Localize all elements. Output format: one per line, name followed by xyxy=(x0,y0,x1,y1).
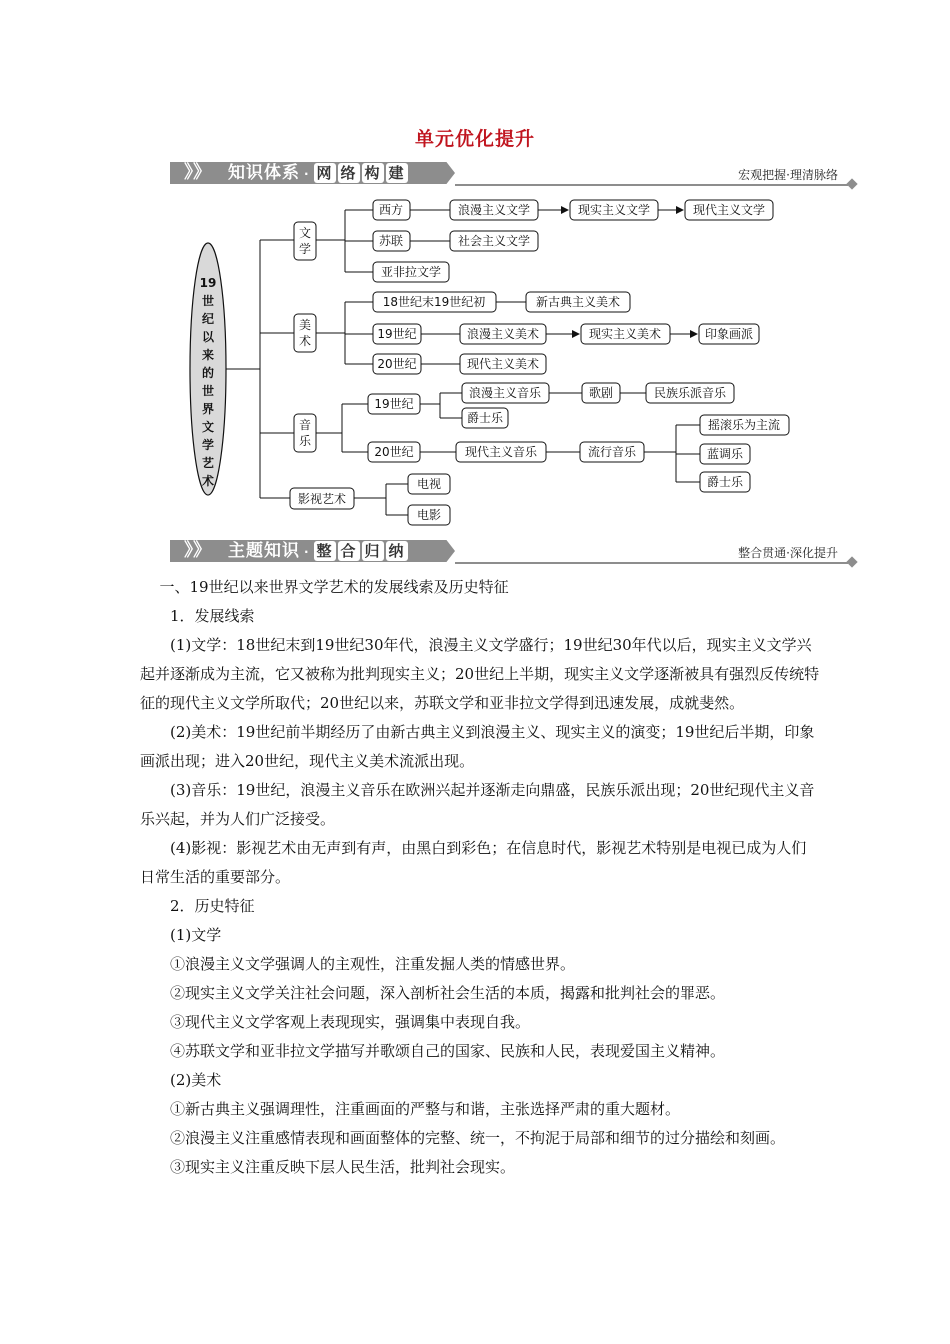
paragraph: (2)美术：19世纪前半期经历了由新古典主义到浪漫主义、现实主义的演变；19世纪后半期，印象画派出现；进入20世纪，现代主义美术流派出现。 xyxy=(140,723,815,770)
label-modern-art: 现代主义美术 xyxy=(466,357,540,371)
banner-char: 络 xyxy=(338,163,360,183)
banner-left-text: 知识体系 xyxy=(228,163,300,183)
list-item: ①新古典主义强调理性，注重画面的严整与和谐，主张选择严肃的重大题材。 xyxy=(170,1100,681,1118)
section-banner-theme-knowledge xyxy=(170,538,860,566)
label-period-2: 19世纪 xyxy=(377,327,417,341)
root-char: 19 xyxy=(199,276,217,290)
label-film: 影视艺术 xyxy=(297,492,347,506)
sub-heading: (2)美术 xyxy=(170,1071,222,1089)
double-chevron-icon: 》》 xyxy=(184,540,211,561)
paragraph: (3)音乐：19世纪，浪漫主义音乐在欧洲兴起并逐渐走向鼎盛，民族乐派出现；20世纪现代主义音乐兴起，并为人们广泛接受。 xyxy=(140,781,815,828)
banner-char: 整 xyxy=(314,541,336,561)
paragraph: (4)影视：影视艺术由无声到有声，由黑白到彩色；在信息时代，影视艺术特别是电视已成为人们日常生活的重要部分。 xyxy=(140,839,807,886)
label-romantic-lit: 浪漫主义文学 xyxy=(457,203,531,217)
root-char: 以 xyxy=(201,330,215,344)
list-item: ③现实主义注重反映下层人民生活，批判社会现实。 xyxy=(170,1158,516,1176)
label-pop-music: 流行音乐 xyxy=(587,445,637,459)
page-title: 单元优化提升 xyxy=(414,128,535,150)
label-period-1: 18世纪末19世纪初 xyxy=(382,295,486,309)
list-item: ④苏联文学和亚非拉文学描写并歌颂自己的国家、民族和人民，表现爱国主义精神。 xyxy=(170,1042,726,1060)
root-char: 来 xyxy=(201,348,215,362)
root-char: 艺 xyxy=(201,456,215,470)
label-realist-art: 现实主义美术 xyxy=(588,327,662,341)
list-item: ②现实主义文学关注社会问题，深入剖析社会生活的本质，揭露和批判社会的罪恶。 xyxy=(170,984,726,1002)
banner-dot: · xyxy=(304,545,310,559)
label-realist-lit: 现实主义文学 xyxy=(577,203,651,217)
label-socialist-lit: 社会主义文学 xyxy=(457,234,531,248)
double-chevron-icon: 》》 xyxy=(184,162,211,183)
label-neoclassical-art: 新古典主义美术 xyxy=(535,295,621,309)
label-music-1: 音 xyxy=(298,418,312,432)
banner-right-text: 宏观把握·理清脉络 xyxy=(738,168,838,182)
banner-char: 建 xyxy=(386,163,408,183)
label-ussr: 苏联 xyxy=(378,234,404,248)
root-char: 术 xyxy=(201,474,215,488)
list-item: ①浪漫主义文学强调人的主观性，注重发掘人类的情感世界。 xyxy=(170,955,576,973)
label-jazz-19: 爵士乐 xyxy=(466,411,504,425)
label-literature-1: 文 xyxy=(298,226,312,240)
label-music-2: 乐 xyxy=(298,434,312,448)
label-afro-lit: 亚非拉文学 xyxy=(380,265,442,279)
banner-char: 纳 xyxy=(386,541,408,561)
label-modern-music: 现代主义音乐 xyxy=(464,445,538,459)
label-tv: 电视 xyxy=(416,477,442,491)
banner-left-text: 主题知识 xyxy=(228,541,300,561)
banner-char: 合 xyxy=(338,541,360,561)
label-national-music: 民族乐派音乐 xyxy=(653,386,727,400)
label-art-1: 美 xyxy=(298,318,312,332)
label-literature-2: 学 xyxy=(298,242,312,256)
section-heading: 一、19世纪以来世界文学艺术的发展线索及历史特征 xyxy=(159,578,509,596)
list-item: ②浪漫主义注重感情表现和画面整体的完整、统一，不拘泥于局部和细节的过分描绘和刻画。 xyxy=(170,1129,786,1147)
list-item: ③现代主义文学客观上表现现实，强调集中表现自我。 xyxy=(170,1013,531,1031)
label-period-3: 20世纪 xyxy=(377,357,417,371)
subsection-heading: 2．历史特征 xyxy=(170,897,255,915)
root-char: 纪 xyxy=(201,312,215,326)
root-char: 文 xyxy=(201,420,215,434)
banner-right-text: 整合贯通·深化提升 xyxy=(738,546,838,560)
label-opera: 歌剧 xyxy=(588,386,614,400)
root-char: 世 xyxy=(201,294,215,308)
label-jazz-20: 爵士乐 xyxy=(706,475,744,489)
root-char: 界 xyxy=(201,402,215,416)
label-rock: 摇滚乐为主流 xyxy=(707,418,781,432)
label-art-2: 术 xyxy=(298,334,312,348)
label-romantic-art: 浪漫主义美术 xyxy=(466,327,540,341)
knowledge-mind-map xyxy=(0,0,950,540)
root-char: 世 xyxy=(201,384,215,398)
banner-char: 构 xyxy=(362,163,384,183)
banner-rule xyxy=(455,562,848,564)
sub-heading: (1)文学 xyxy=(170,926,222,944)
label-west: 西方 xyxy=(378,203,404,217)
label-modern-lit: 现代主义文学 xyxy=(692,203,766,217)
banner-dot: · xyxy=(304,167,310,181)
banner-char: 网 xyxy=(314,163,336,183)
subsection-heading: 1．发展线索 xyxy=(170,607,255,625)
label-romantic-music: 浪漫主义音乐 xyxy=(468,386,542,400)
label-blues: 蓝调乐 xyxy=(706,447,744,461)
label-20c-music: 20世纪 xyxy=(374,445,414,459)
label-19c-music: 19世纪 xyxy=(374,397,414,411)
banner-char: 归 xyxy=(362,541,384,561)
label-impressionism: 印象画派 xyxy=(704,327,754,341)
diamond-icon xyxy=(846,556,857,567)
root-char: 学 xyxy=(201,438,215,452)
label-movie: 电影 xyxy=(416,508,442,522)
main-content xyxy=(140,573,820,1182)
paragraph: (1)文学：18世纪末到19世纪30年代，浪漫主义文学盛行；19世纪30年代以后，现实主义文学兴起并逐渐成为主流，它又被称为批判现实主义；20世纪上半期，现实主义文学逐渐被具有强烈反传统特征的现代主义文学所取代；20世纪以来，苏联文学和亚非拉文学得到迅速发展，成就斐然。 xyxy=(140,636,820,712)
banner-label xyxy=(228,540,410,563)
root-char: 的 xyxy=(201,366,215,380)
